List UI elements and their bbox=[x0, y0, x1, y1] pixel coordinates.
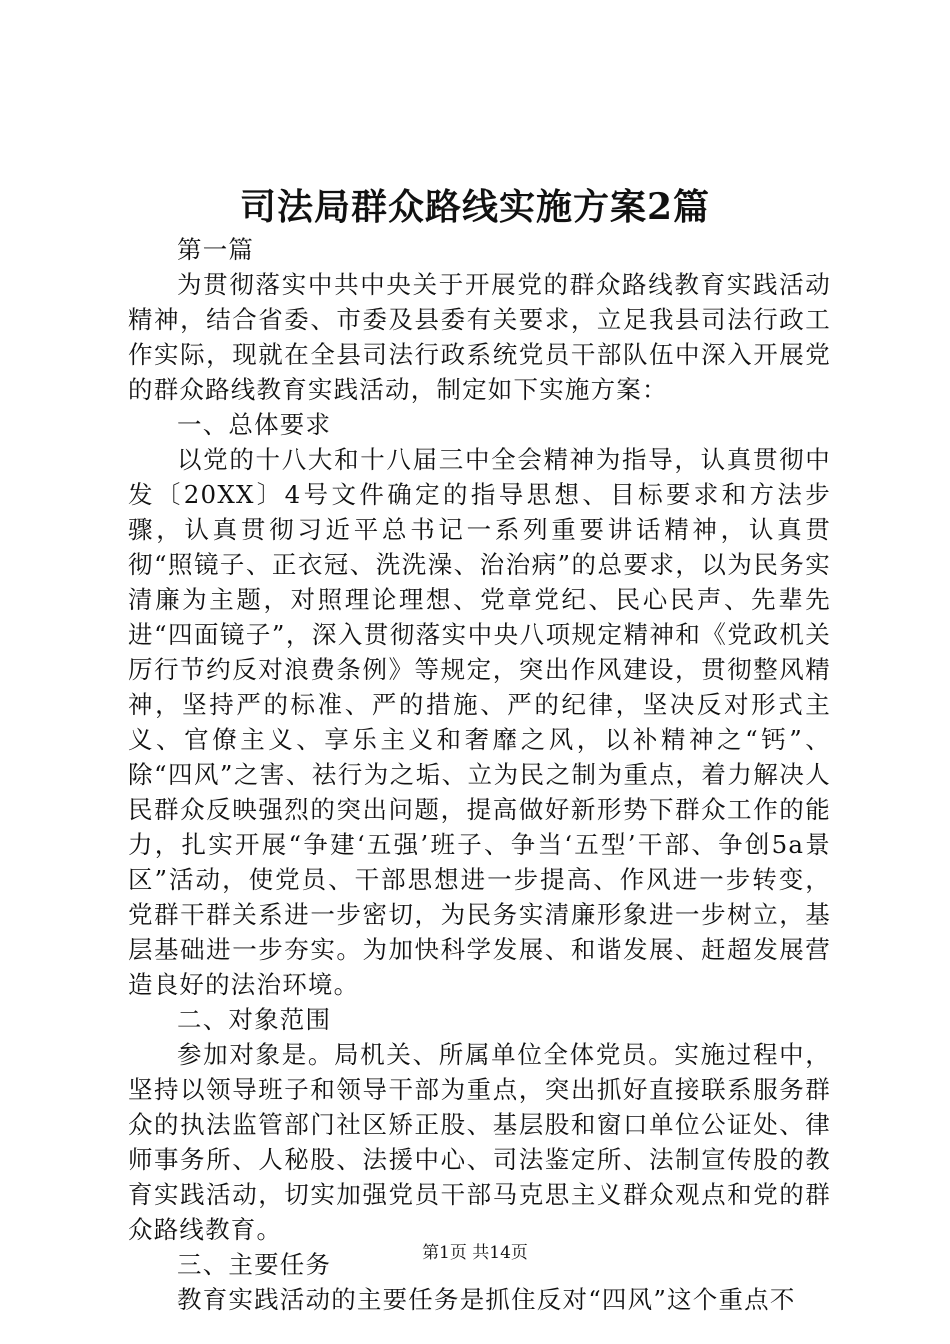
document-body bbox=[128, 232, 831, 1317]
section-heading: 三、主要任务 bbox=[177, 1250, 332, 1279]
paragraph: 参加对象是。局机关、所属单位全体党员。实施过程中，坚持以领导班子和领导干部为重点，突出抓好直接联系服务群众的执法监管部门社区矫正股、基层股和窗口单位公证处、律师事务所、人秘股、法援中心、司法鉴定所、法制宣传股的教育实践活动，切实加强党员干部马克思主义群众观点和党的群众路线教育。 bbox=[128, 1040, 831, 1244]
page-number-footer: 第1页 共14页 bbox=[422, 1243, 528, 1263]
section-heading: 二、对象范围 bbox=[177, 1005, 332, 1034]
section-heading: 第一篇 bbox=[177, 235, 255, 264]
paragraph: 教育实践活动的主要任务是抓住反对“四风”这个重点不 bbox=[177, 1285, 796, 1314]
document-title: 司法局群众路线实施方案2篇 bbox=[239, 186, 711, 228]
section-heading: 一、总体要求 bbox=[177, 410, 332, 439]
paragraph: 为贯彻落实中共中央关于开展党的群众路线教育实践活动精神，结合省委、市委及县委有关要求，立足我县司法行政工作实际，现就在全县司法行政系统党员干部队伍中深入开展党的群众路线教育实践活动，制定如下实施方案： bbox=[128, 270, 831, 404]
paragraph: 以党的十八大和十八届三中全会精神为指导，认真贯彻中发〔20XX〕4号文件确定的指导思想、目标要求和方法步骤，认真贯彻习近平总书记一系列重要讲话精神，认真贯彻“照镜子、正衣冠、洗洗澡、治治病”的总要求，以为民务实清廉为主题，对照理论理想、党章党纪、民心民声、先辈先进“四面镜子”，深入贯彻落实中央八项规定精神和《党政机关厉行节约反对浪费条例》等规定，突出作风建设，贯彻整风精神，坚持严的标准、严的措施、严的纪律，坚决反对形式主义、官僚主义、享乐主义和奢靡之风，以补精神之“钙”、除“四风”之害、祛行为之垢、立为民之制为重点，着力解决人民群众反映强烈的突出问题，提高做好新形势下群众工作的能力，扎实开展“争建‘五强’班子、争当‘五型’干部、争创5a景区”活动，使党员、干部思想进一步提高、作风进一步转变，党群干群关系进一步密切，为民务实清廉形象进一步树立，基层基础进一步夯实。为加快科学发展、和谐发展、赶超发展营造良好的法治环境。 bbox=[128, 445, 831, 999]
